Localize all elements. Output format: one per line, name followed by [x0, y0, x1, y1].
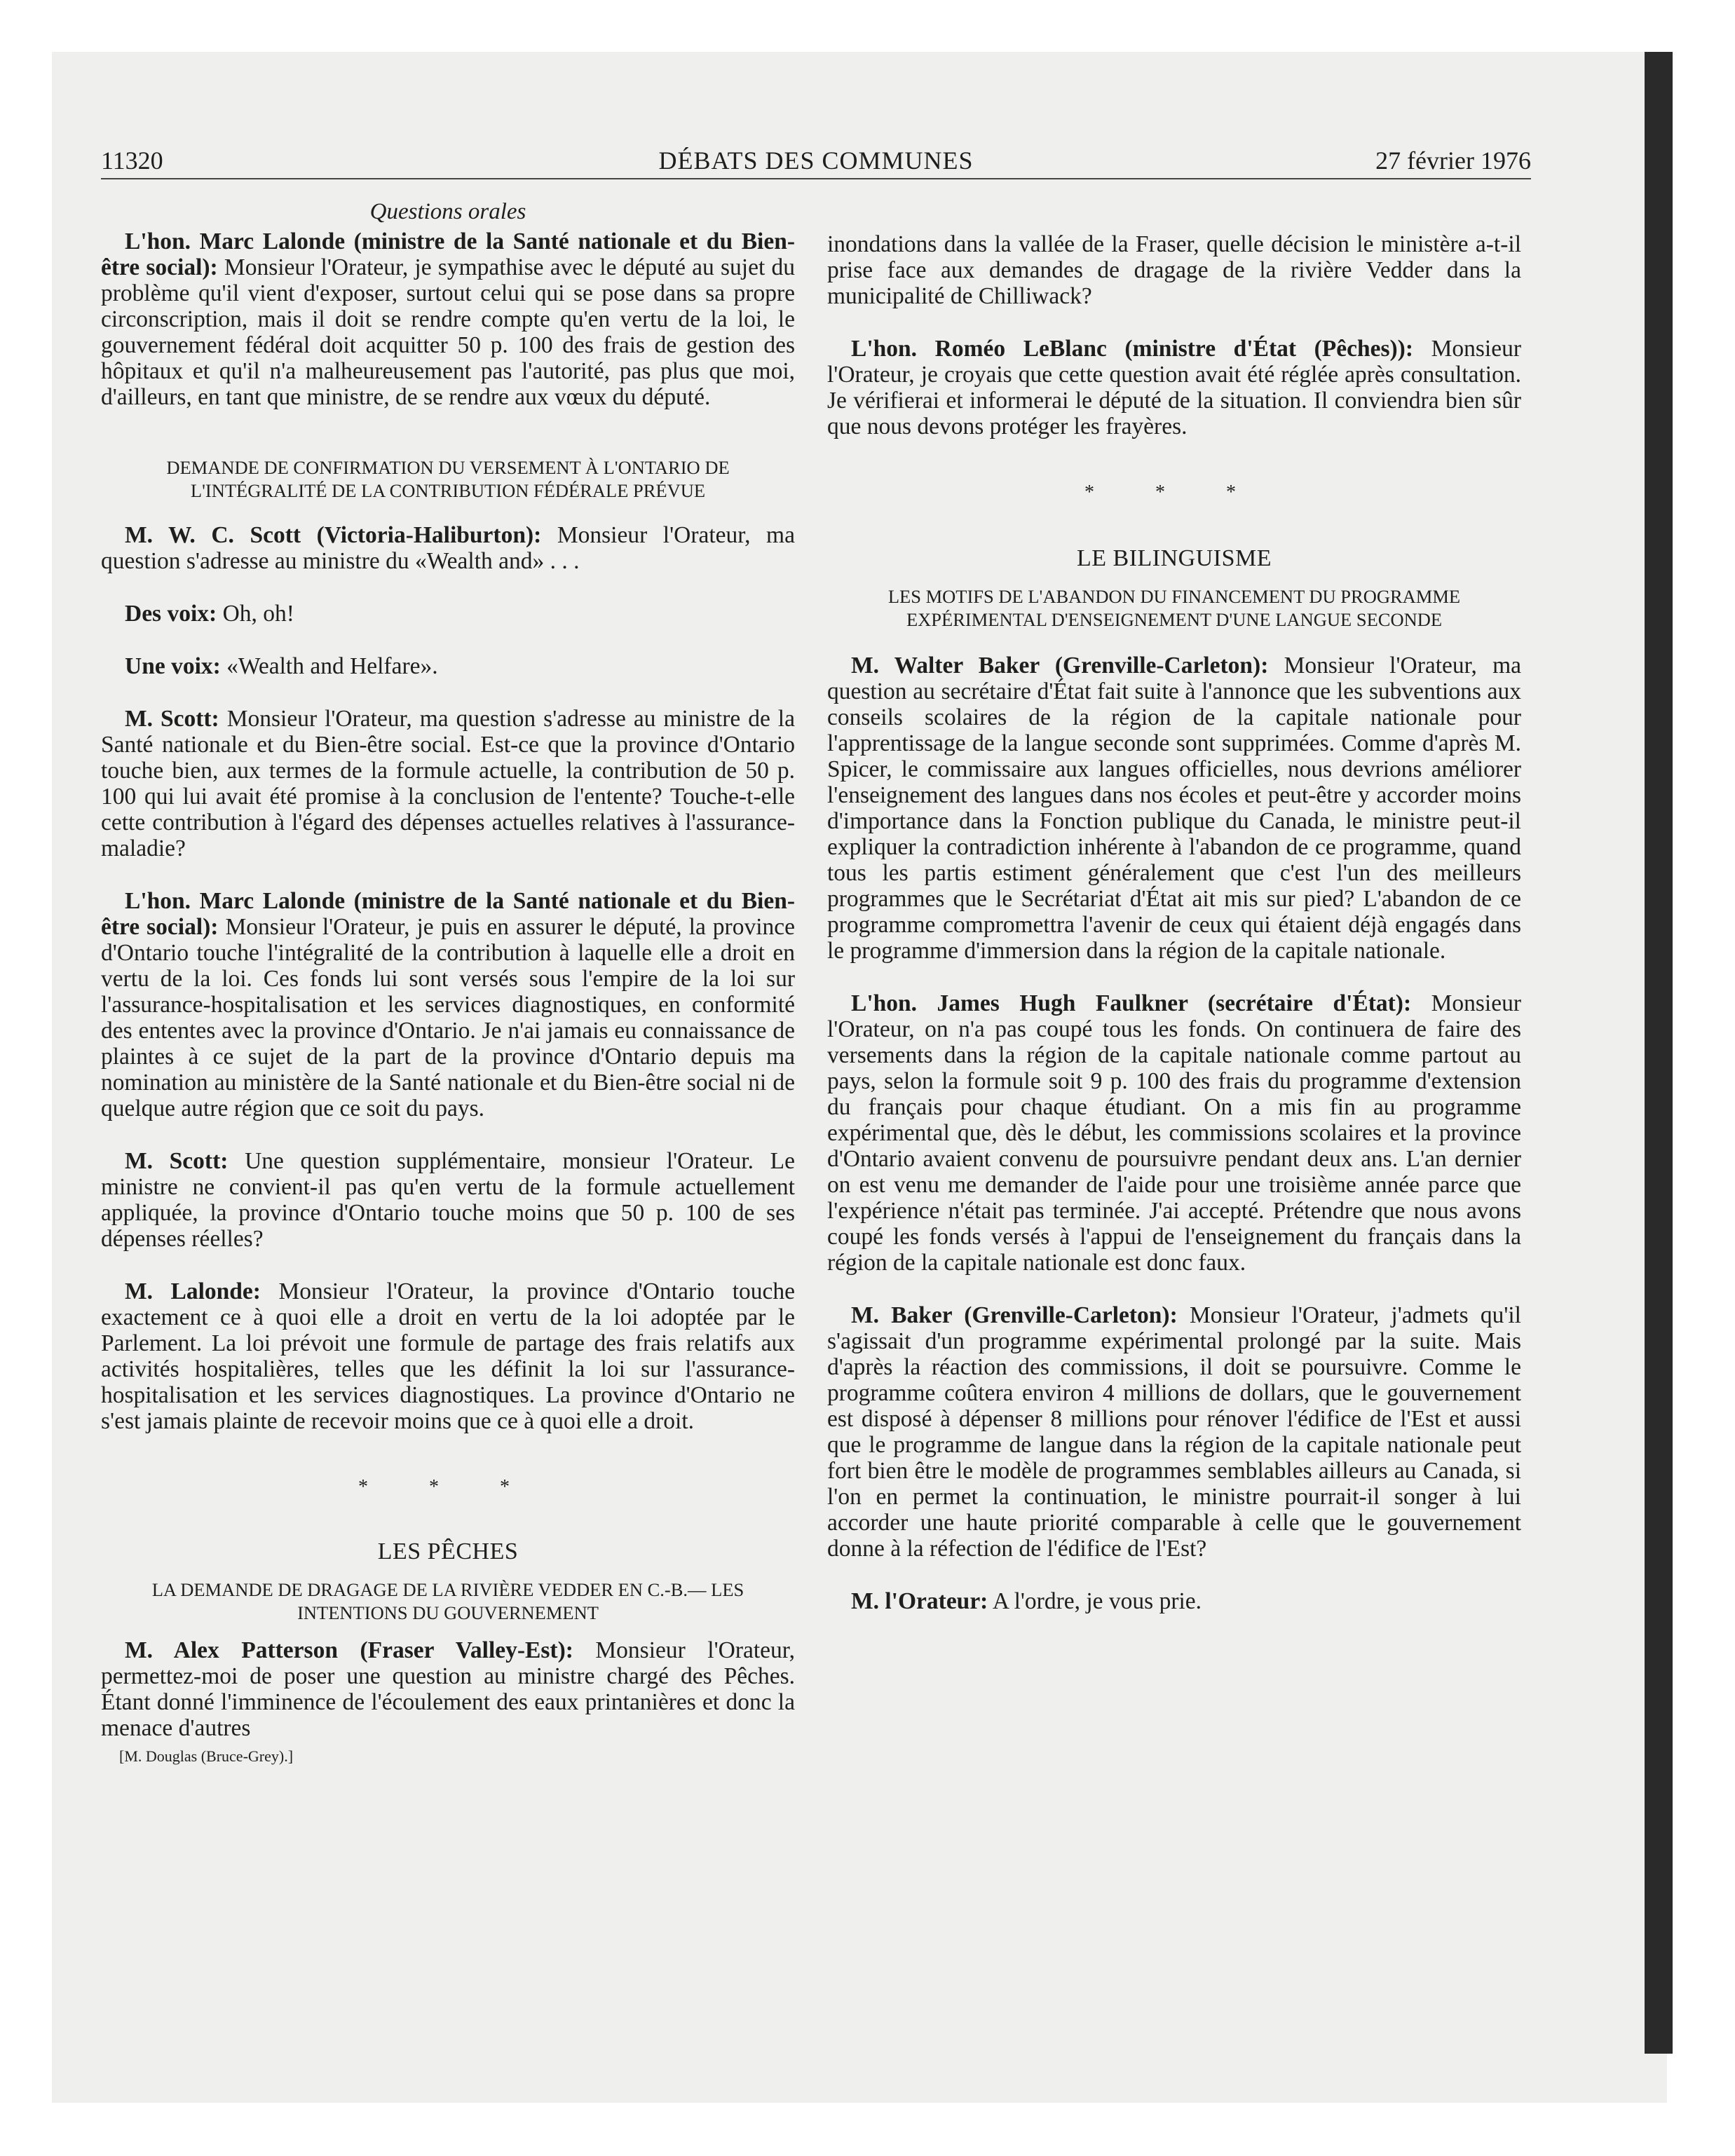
section-separator: * * * — [358, 1476, 538, 1498]
speech-paragraph — [827, 990, 1521, 1276]
speech-text: Monsieur l'Orateur, ma question au secrétaire d'État fait suite à l'annonce que les subventions aux conseils scolaires de la région de la capitale nationale pour l'apprentissage de la langue seconde sont supprimées. Comme d'après M. Spicer, le commissaire aux langues officielles, nous devrions améliorer l'enseignement des langues dans nos écoles et peut-être y accorder moins d'importance dans la Fonction publique du Canada, le ministre peut-il expliquer la contradiction inhérente à l'abandon de ce programme, quand tous les partis estiment généralement que c'est l'un des meilleurs programmes que le Secrétariat d'État ait mis sur pied? L'abandon de ce programme compromettra l'avenir de ceux qui étaient déjà engagés dans le programme d'immersion dans la région de la capitale nationale. — [827, 653, 1521, 964]
speech-text: Monsieur l'Orateur, la province d'Ontario touche exactement ce à quoi elle a droit en vertu de la loi adoptée par le Parlement. La loi prévoit une formule de partage des frais relatifs aux activités hospitalières, telles que les définit la loi sur l'assurance-hospitalisation et les services diagnostiques. La province d'Ontario ne s'est jamais plainte de recevoir moins que ce à quoi elle a droit. — [101, 1278, 796, 1434]
speech-paragraph — [827, 336, 1521, 439]
speech-paragraph — [101, 522, 795, 574]
speech-paragraph — [101, 706, 795, 861]
speaker-name: M. Baker (Grenville-Carleton): — [851, 1302, 1178, 1328]
issue-date: 27 février 1976 — [1375, 146, 1531, 175]
speech-paragraph — [827, 231, 1521, 309]
speaker-name: Des voix: — [125, 601, 217, 627]
speaker-name: M. Scott: — [125, 706, 219, 732]
speech-text: A l'ordre, je vous prie. — [988, 1588, 1202, 1614]
speech-text: Monsieur l'Orateur, on n'a pas coupé tous les fonds. On continuera de faire des versements dans la région de la capitale nationale comme partout au pays, selon la formule soit 9 p. 100 des frais du programme d'extension du français pour chaque étudiant. On a mis fin au programme expérimental que, dès le début, les commissions scolaires et la province d'Ontario avaient convenu de poursuivre pendant deux ans. L'an dernier on est venu me demander de l'aide pour une troisième année parce que l'expérience n'était pas terminée. J'ai accepté. Prétendre que nous avons coupé les fonds versés à l'appui de l'enseignement du français dans la région de la capitale nationale est donc faux. — [827, 990, 1522, 1276]
speech-text: Monsieur l'Orateur, ma question s'adresse au ministre du «Wealth and» . . . — [101, 522, 795, 574]
footnote: [M. Douglas (Bruce-Grey).] — [119, 1747, 294, 1765]
page-number: 11320 — [101, 146, 163, 175]
speaker-name: L'hon. Marc Lalonde (ministre de la Santé nationale et du Bien-être social): — [101, 888, 795, 940]
speech-text: Monsieur l'Orateur, je sympathise avec le député au sujet du problème qu'il vient d'exposer, surtout celui qui se pose dans sa propre circonscription, mais il doit se rendre compte qu'en vertu de la loi, le gouvernement fédéral doit acquitter 50 p. 100 des frais de gestion des hôpitaux et qu'il n'a malheureusement pas l'autorité, pas plus que moi, d'ailleurs, en tant que ministre, de se rendre aux vœux du député. — [101, 254, 795, 410]
speech-paragraph — [101, 601, 795, 627]
speech-paragraph — [827, 653, 1521, 964]
speech-text: Monsieur l'Orateur, permettez-moi de poser une question au ministre chargé des Pêches. Étant donné l'imminence de l'écoulement des eaux printanières et donc la menace d'autres — [101, 1637, 795, 1741]
speech-paragraph — [101, 1148, 795, 1252]
right-column — [827, 231, 1521, 1614]
section-separator: * * * — [1084, 482, 1264, 503]
section-label: Questions orales — [369, 199, 526, 224]
speaker-name: L'hon. James Hugh Faulkner (secrétaire d'État): — [851, 990, 1412, 1016]
scan-binding-edge — [1645, 52, 1673, 2054]
subheading: LES MOTIFS DE L'ABANDON DU FINANCEMENT DU PROGRAMME EXPÉRIMENTAL D'ENSEIGNEMENT D'UNE LANGUE SECONDE — [887, 586, 1461, 630]
journal-title: DÉBATS DES COMMUNES — [658, 146, 974, 175]
left-column — [101, 198, 795, 1766]
speech-text: inondations dans la vallée de la Fraser, quelle décision le ministère a-t-il prise face aux demandes de dragage de la rivière Vedder dans la municipalité de Chilliwack? — [827, 231, 1521, 309]
subheading: LA DEMANDE DE DRAGAGE DE LA RIVIÈRE VEDDER EN C.-B.— LES INTENTIONS DU GOUVERNEMENT — [151, 1579, 744, 1623]
speaker-name: M. Lalonde: — [125, 1278, 261, 1304]
speaker-name: L'hon. Marc Lalonde (ministre de la Santé nationale et du Bien-être social): — [101, 228, 795, 280]
speech-paragraph — [101, 888, 795, 1121]
speech-text: Monsieur l'Orateur, je croyais que cette question avait été réglée après consultation. Je vérifierai et informerai le député de la situation. Il conviendra bien sûr que nous devons protéger les frayères. — [827, 336, 1521, 439]
speaker-name: M. l'Orateur: — [851, 1588, 988, 1614]
speaker-name: M. Scott: — [125, 1148, 229, 1174]
subheading: DEMANDE DE CONFIRMATION DU VERSEMENT À L'ONTARIO DE L'INTÉGRALITÉ DE LA CONTRIBUTION FÉDÉRALE PRÉVUE — [166, 457, 730, 501]
speech-paragraph — [827, 1588, 1521, 1614]
speaker-name: L'hon. Roméo LeBlanc (ministre d'État (Pêches)): — [851, 336, 1413, 362]
section-heading: LES PÊCHES — [377, 1538, 519, 1564]
page-header — [101, 140, 1531, 179]
speech-paragraph — [101, 1637, 795, 1741]
speech-text: Monsieur l'Orateur, ma question s'adresse au ministre de la Santé nationale et du Bien-être social. Est-ce que la province d'Ontario touche bien, aux termes de la formule actuelle, la contribution de 50 p. 100 qui lui avait été promise à la conclusion de l'entente? Touche-t-elle cette contribution à l'égard des dépenses actuelles relatives à l'assurance-maladie? — [101, 706, 795, 861]
speech-text: Une question supplémentaire, monsieur l'Orateur. Le ministre ne convient-il pas qu'en vertu de la formule actuellement appliquée, la province d'Ontario touche moins que 50 p. 100 de ses dépenses réelles? — [101, 1148, 795, 1252]
section-heading: LE BILINGUISME — [1076, 545, 1272, 571]
speaker-name: M. W. C. Scott (Victoria-Haliburton): — [125, 522, 542, 548]
speech-paragraph — [101, 228, 795, 410]
speaker-name: M. Walter Baker (Grenville-Carleton): — [851, 653, 1269, 678]
speaker-name: Une voix: — [125, 653, 221, 679]
speech-paragraph — [101, 653, 795, 679]
speech-paragraph — [101, 1278, 795, 1434]
speech-paragraph — [827, 1302, 1521, 1562]
speech-text: «Wealth and Helfare». — [220, 653, 438, 679]
speech-text: Monsieur l'Orateur, je puis en assurer le député, la province d'Ontario touche l'intégralité de la contribution à laquelle elle a droit en vertu de la loi. Ces fonds lui sont versés sous l'empire de la loi sur l'assurance-hospitalisation et les services diagnostiques, en conformité des ententes avec la province d'Ontario. Je n'ai jamais eu connaissance de plaintes à ce sujet de la part de la province d'Ontario depuis ma nomination au ministère de la Santé nationale et du Bien-être social ni de quelque autre région que ce soit du pays. — [101, 914, 795, 1121]
speech-text: Monsieur l'Orateur, j'admets qu'il s'agissait d'un programme expérimental prolongé par la suite. Mais d'après la réaction des commissions, il doit se poursuivre. Comme le programme coûtera environ 4 millions de dollars, que le gouvernement est disposé à dépenser 8 millions pour rénover l'édifice de l'Est et aussi que le programme de langue dans la région de la capitale nationale peut fort bien être le modèle de programmes semblables ailleurs au Canada, si l'on en permet la continuation, le ministre pourrait-il songer à lui accorder une haute priorité comparable à celle que le gouvernement donne à la réfection de l'édifice de l'Est? — [827, 1302, 1521, 1562]
speaker-name: M. Alex Patterson (Fraser Valley-Est): — [125, 1637, 573, 1663]
speech-text: Oh, oh! — [217, 601, 294, 627]
